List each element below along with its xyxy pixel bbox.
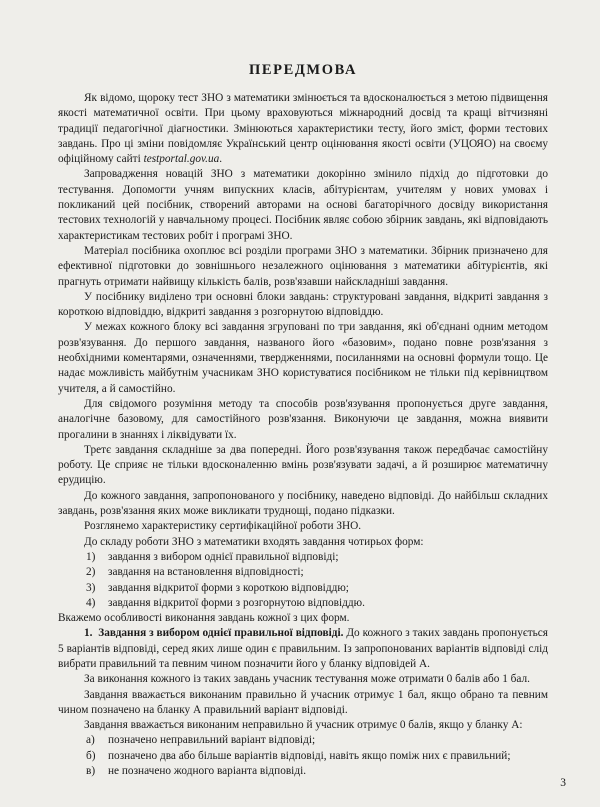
tail-paragraph-1: За виконання кожного із таких завдань учасник тестування може отримати 0 балів або 1 бал.	[84, 673, 530, 686]
portal-link-text: testportal.gov.ua	[143, 153, 220, 166]
paragraph-10: До складу роботи ЗНО з математики входять завдання чотирьох форм:	[84, 535, 424, 548]
list-item-label: завдання з вибором однієї правильної відповіді;	[108, 550, 339, 563]
paragraph-2: Запровадження новацій ЗНО з математики докорінно змінило підхід до підготовки до тестування. Допомогти учням випускних класів, абітурієнтам, учителям у нових умовах і покликаний цей посібник, створений авторами на основі багаторічного досвіду використання тестових технологій у навчальному процесі. Посібник являє собою збірник завдань, які відповідають характеристикам тестових робіт і програмі ЗНО.	[58, 168, 548, 242]
list-item-label: не позначено жодного варіанта відповіді.	[108, 765, 307, 778]
paragraph-1	[58, 91, 548, 167]
list-item-label: завдання відкритої форми з короткою відповіддю;	[108, 581, 349, 594]
section-1	[58, 626, 548, 672]
list-item	[58, 733, 548, 748]
section-heading: Завдання з вибором однієї правильної відповіді.	[98, 627, 344, 640]
paragraph-6: Для свідомого розуміння методу та способів розв'язування пропонується друге завдання, аналогічне базовому, для самостійного розв'язання. Виконуючи це завдання, можна виявити прогалини в знаннях і ліквідувати їх.	[58, 397, 548, 441]
list-item-marker: 4)	[86, 596, 96, 609]
paragraph-1-text: Як відомо, щороку тест ЗНО з математики змінюється та вдосконалюється з метою підвищення якості математичної освіти. При цьому враховуються міжнародний досвід та кращі вітчизняні традиції педагогічної діагностики. Змінюються характеристики тесту, його зміст, форми тестових завдань. Про ці зміни повідомляє Український центр оцінювання якості освіти (УЦОЯО) на своєму офіційному сайті	[58, 92, 548, 166]
section-number: 1.	[84, 627, 93, 640]
paragraph-4: У посібнику виділено три основні блоки завдань: структуровані завдання, відкриті завдання з короткою відповіддю, відкриті завдання з розгорнутою відповіддю.	[58, 290, 548, 319]
list-item-marker: в)	[86, 765, 96, 778]
wrong-answer-list	[58, 733, 548, 779]
paragraph-3: Матеріал посібника охоплює всі розділи програми ЗНО з математики. Збірник призначено для ефективної підготовки до зовнішнього незалежного оцінювання з математики абітурієнтів, які прагнуть отримати найвищу кількість балів, розв'язавши найскладніші завдання.	[58, 244, 548, 288]
list-item-marker: а)	[86, 734, 95, 747]
list-item-marker: б)	[86, 749, 96, 762]
list-item-label: позначено два або більше варіантів відповіді, навіть якщо поміж них є правильний;	[108, 749, 511, 762]
list-item-marker: 1)	[86, 550, 96, 563]
list-item	[58, 565, 548, 580]
list-item	[58, 550, 548, 565]
paragraph-1-tail: .	[219, 153, 223, 166]
paragraph-7: Третє завдання складніше за два попередні. Його розв'язування також передбачає самостійну роботу. Це сприяє не тільки вдосконаленню вмінь розв'язувати задачі, а й розширює математичну ерудицію.	[58, 443, 548, 487]
paragraph-5: У межах кожного блоку всі завдання згруповані по три завдання, які об'єднані одним методом розв'язування. До першого завдання, названого його «базовим», подано повне розв'язання з необхідними коментарями, означеннями, твердженнями, посиланнями на основні формули тощо. Це надає можливість майбутнім учасникам ЗНО користуватися посібником не тільки під керівництвом учителя, а й самостійно.	[58, 321, 548, 395]
list-item-marker: 3)	[86, 581, 96, 594]
list-item-marker: 2)	[86, 566, 96, 579]
document-body	[58, 91, 548, 779]
tail-paragraph-2: Завдання вважається виконаним правильно й учасник отримує 1 бал, якщо обрано та певним чином позначено на бланку А правильний варіант відповіді.	[58, 688, 548, 716]
forms-list	[58, 550, 548, 611]
list-item-label: позначено неправильний варіант відповіді;	[108, 734, 316, 747]
page-title: ПЕРЕДМОВА	[248, 62, 358, 78]
page-number: 3	[560, 777, 566, 789]
paragraph-after-list: Вкажемо особливості виконання завдань кожної з цих форм.	[58, 612, 350, 625]
paragraph-8: До кожного завдання, запропонованого у посібнику, наведено відповіді. До найбільш складних завдань, розв'язання яких може викликати труднощі, подано підказки.	[58, 489, 548, 518]
list-item-label: завдання відкритої форми з розгорнутою відповіддю.	[108, 596, 365, 609]
list-item	[58, 596, 548, 611]
section-text: До кожного з таких завдань пропонується 5 варіантів відповіді, серед яких лише один є правильним. Із запропонованих варіантів відповіді слід вибрати правильний та певним чином позначити його у бланку відповідей А.	[58, 627, 548, 670]
paragraph-9: Розглянемо характеристику сертифікаційної роботи ЗНО.	[84, 520, 362, 533]
list-item-label: завдання на встановлення відповідності;	[108, 566, 304, 579]
list-item	[58, 764, 548, 779]
list-item	[58, 749, 548, 764]
tail-paragraph-3: Завдання вважається виконаним неправильно й учасник отримує 0 балів, якщо у бланку А:	[84, 719, 523, 732]
list-item	[58, 581, 548, 596]
